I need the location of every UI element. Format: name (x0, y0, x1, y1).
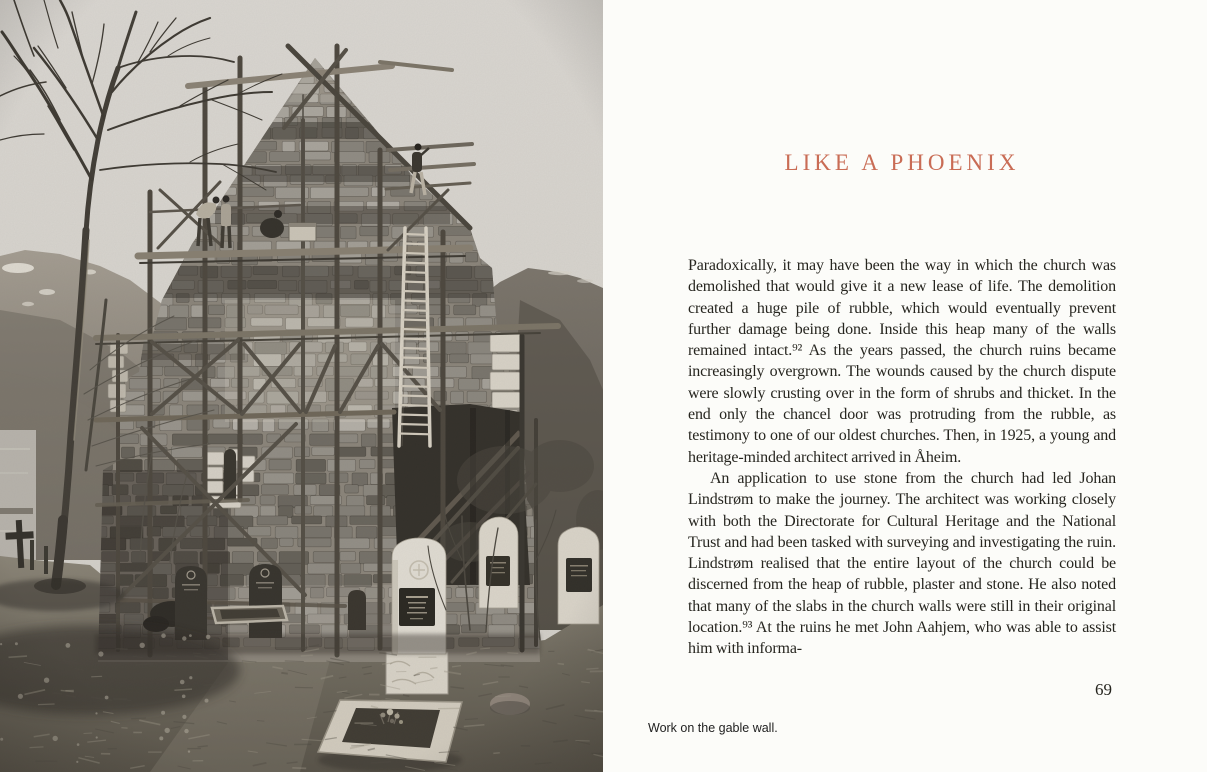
left-page-photo (0, 0, 603, 772)
photo-grain (0, 0, 603, 772)
page-number: 69 (1095, 680, 1112, 699)
chapter-title: LIKE A PHOENIX (784, 150, 1020, 175)
paragraph: Paradoxically, it may have been the way in which the church was demolished that would give it a new lease of life. The demolition created a huge pile of rubble, which would eventually prevent further damage being done. Inside this heap many of the walls remained intact.⁹² As the years passed, the church ruins became increasingly overgrown. The wounds caused by the church dispute were slowly crusting over in the form of shrubs and thicket. In the end only the chancel door was protruding from the rubble, as testimony to one of our oldest churches. Then, in 1925, a young and heritage-minded architect arrived in Åheim. (688, 257, 1116, 466)
photo-caption: Work on the gable wall. (648, 721, 778, 735)
body-text (688, 255, 1116, 660)
right-page (603, 0, 1207, 772)
paragraph: An application to use stone from the church had led Johan Lindstrøm to make the journey. The architect was working closely with both the Directorate for Cultural Heritage and the National Trust and had been tasked with surveying and investigating the ruin. Lindstrøm realised that the entire layout of the church could be discerned from the heap of rubble, plaster and stone. He also noted that many of the slabs in the church walls were still in their original location.⁹³ At the ruins he met John Aahjem, who was able to assist him with informa- (688, 469, 1116, 658)
gable-wall-photo (0, 0, 603, 772)
